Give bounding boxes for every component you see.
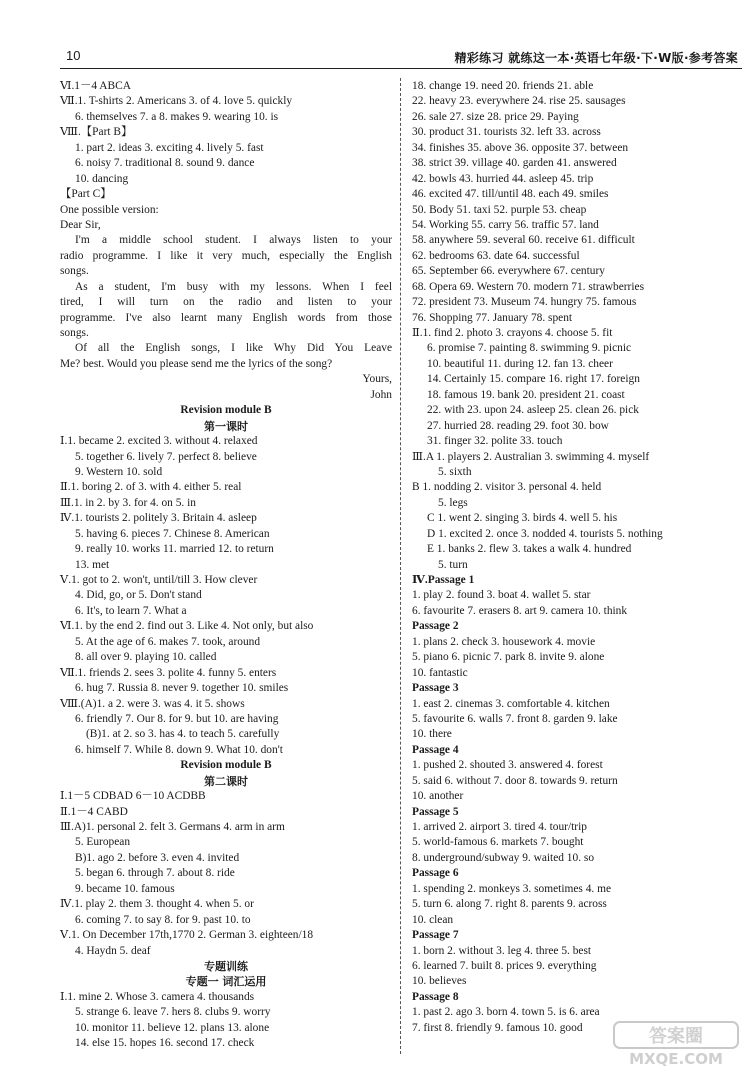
right-answer-line: E 1. banks 2. flew 3. takes a walk 4. hundred — [427, 543, 632, 556]
left-answer-line: Ⅰ.1. became 2. excited 3. without 4. relaxed — [60, 435, 258, 448]
left-answer-line: As a student, I'm busy with my lessons. When I feel — [75, 280, 392, 293]
left-answer-line: Dear Sir, — [60, 218, 101, 231]
left-answer-line: 第一课时 — [204, 419, 248, 433]
left-answer-line: Me? best. Would you please send me the lyrics of the song? — [60, 357, 333, 370]
right-answer-line: 5. favourite 6. walls 7. front 8. garden 9. lake — [412, 712, 618, 725]
left-answer-line: 10. dancing — [75, 172, 129, 185]
right-answer-line: Ⅱ.1. find 2. photo 3. crayons 4. choose 5. fit — [412, 327, 613, 339]
right-answer-line: B 1. nodding 2. visitor 3. personal 4. held — [412, 481, 602, 494]
right-answer-line: 10. another — [412, 790, 464, 803]
right-answer-line: 8. underground/subway 9. waited 10. so — [412, 851, 595, 864]
right-answer-line: 1. arrived 2. airport 3. tired 4. tour/trip — [412, 821, 587, 833]
page-number: 10 — [66, 48, 81, 63]
right-answer-line: 1. past 2. ago 3. born 4. town 5. is 6. area — [412, 1006, 600, 1019]
left-answer-line: Ⅱ.1－4 CABD — [60, 805, 128, 818]
right-answer-line: 34. finishes 35. above 36. opposite 37. between — [412, 141, 629, 154]
right-answer-line: Passage 8 — [412, 990, 459, 1003]
header-title: 精彩练习 就练这一本·英语七年级·下·W版·参考答案 — [454, 51, 738, 65]
left-answer-line: 9. really 10. works 11. married 12. to return — [75, 543, 274, 556]
left-answer-line: Ⅳ.1. tourists 2. politely 3. Britain 4. asleep — [60, 512, 257, 525]
left-answer-line: 6. noisy 7. traditional 8. sound 9. dance — [75, 157, 255, 170]
right-answer-line: 1. plans 2. check 3. housework 4. movie — [412, 635, 596, 648]
left-answer-line: (B)1. at 2. so 3. has 4. to teach 5. carefully — [86, 728, 280, 741]
right-answer-line: 1. spending 2. monkeys 3. sometimes 4. me — [412, 882, 612, 895]
left-answer-line: programme. I've also learnt many English words from those — [60, 311, 392, 324]
left-answer-line: Ⅳ.1. play 2. them 3. thought 4. when 5. or — [60, 898, 254, 911]
right-answer-line: 5. world-famous 6. markets 7. bought — [412, 836, 584, 849]
left-answer-line: 6. themselves 7. a 8. makes 9. wearing 10. is — [75, 110, 279, 123]
left-answer-line: Revision module B — [180, 759, 272, 772]
right-answer-line: 5. piano 6. picnic 7. park 8. invite 9. alone — [412, 651, 605, 664]
left-answer-line: Ⅰ.1. mine 2. Whose 3. camera 4. thousands — [60, 990, 255, 1003]
left-answer-line: I'm a middle school student. I always listen to your — [75, 234, 392, 247]
left-answer-line: Ⅷ.【Part B】 — [60, 126, 133, 139]
right-answer-line: 54. Working 55. carry 56. traffic 57. land — [412, 218, 599, 231]
left-answer-line: B)1. ago 2. before 3. even 4. invited — [75, 851, 240, 864]
left-answer-line: Yours, — [362, 373, 392, 386]
right-answer-line: Ⅲ.A 1. players 2. Australian 3. swimming 4. myself — [412, 450, 650, 463]
left-answer-line: 6. friendly 7. Our 8. for 9. but 10. are having — [75, 712, 279, 725]
right-answer-line: 1. pushed 2. shouted 3. answered 4. forest — [412, 759, 603, 772]
left-answer-line: 5. having 6. pieces 7. Chinese 8. American — [75, 527, 270, 540]
answer-column-left — [60, 79, 392, 1052]
left-answer-line: Ⅴ.1. On December 17th,1770 2. German 3. eighteen/18 — [60, 929, 314, 942]
left-answer-line: 5. together 6. lively 7. perfect 8. believe — [75, 450, 257, 463]
right-answer-line: 5. sixth — [438, 465, 472, 478]
left-answer-line: 8. all over 9. playing 10. called — [75, 651, 217, 664]
watermark-bottom-text: MXQE.COM — [629, 1050, 723, 1068]
right-answer-line: 10. beautiful 11. during 12. fan 13. cheer — [427, 357, 613, 370]
left-answer-line: Ⅶ.1. T-shirts 2. Americans 3. of 4. love 5. quickly — [60, 95, 293, 108]
right-answer-line: 1. east 2. cinemas 3. comfortable 4. kitchen — [412, 697, 610, 710]
right-answer-line: 30. product 31. tourists 32. left 33. across — [412, 126, 601, 139]
left-answer-line: 【Part C】 — [60, 188, 112, 201]
right-answer-line: 5. turn 6. along 7. right 8. parents 9. across — [412, 898, 607, 911]
right-answer-line: C 1. went 2. singing 3. birds 4. well 5. his — [427, 512, 618, 525]
left-answer-line: 专题训练 — [204, 959, 248, 973]
left-answer-line: 5. European — [75, 836, 131, 849]
left-answer-line: 第二课时 — [204, 774, 248, 788]
right-answer-line: 7. first 8. friendly 9. famous 10. good — [412, 1021, 583, 1034]
right-answer-line: 6. favourite 7. erasers 8. art 9. camera 10. think — [412, 604, 628, 617]
watermark-icon — [612, 1020, 740, 1068]
right-answer-line: Passage 2 — [412, 620, 459, 633]
left-answer-line: 5. began 6. through 7. about 8. ride — [75, 867, 235, 880]
right-answer-line: Passage 3 — [412, 682, 459, 695]
right-answer-line: Passage 7 — [412, 929, 459, 942]
right-answer-line: 26. sale 27. size 28. price 29. Paying — [412, 110, 579, 123]
right-answer-line: 10. believes — [412, 975, 467, 988]
left-answer-line: John — [370, 388, 392, 401]
left-answer-line: Ⅵ.1－4 ABCA — [60, 80, 131, 92]
right-answer-line: 68. Opera 69. Western 70. modern 71. strawberries — [412, 280, 644, 293]
right-answer-line: 72. president 73. Museum 74. hungry 75. famous — [412, 296, 637, 309]
right-answer-line: 18. famous 19. bank 20. president 21. coast — [427, 388, 625, 401]
left-answer-line: 1. part 2. ideas 3. exciting 4. lively 5. fast — [75, 141, 264, 154]
left-answer-line: 5. strange 6. leave 7. hers 8. clubs 9. worry — [75, 1006, 271, 1019]
right-answer-line: 22. with 23. upon 24. asleep 25. clean 26. pick — [427, 404, 639, 417]
left-answer-line: 6. himself 7. While 8. down 9. What 10. don't — [75, 743, 283, 756]
left-answer-line: songs. — [60, 265, 89, 278]
left-answer-line: 5. At the age of 6. makes 7. took, around — [75, 635, 261, 648]
right-answer-line: 50. Body 51. taxi 52. purple 53. cheap — [412, 203, 587, 216]
answer-column-right — [412, 79, 742, 1036]
left-answer-line: radio programme. I like it very much, especially the English — [60, 249, 392, 262]
right-answer-line: 38. strict 39. village 40. garden 41. answered — [412, 157, 617, 170]
left-answer-line: 6. hug 7. Russia 8. never 9. together 10. smiles — [75, 682, 289, 695]
right-answer-line: 76. Shopping 77. January 78. spent — [412, 311, 573, 324]
left-answer-line: songs. — [60, 327, 89, 339]
right-answer-line: 5. said 6. without 7. door 8. towards 9. return — [412, 774, 618, 787]
left-answer-line: Ⅲ.1. in 2. by 3. for 4. on 5. in — [60, 496, 196, 509]
right-answer-line: 65. September 66. everywhere 67. century — [412, 265, 605, 278]
watermark-logo — [612, 1020, 740, 1068]
left-answer-line: 4. Haydn 5. deaf — [75, 944, 151, 957]
left-answer-line: Ⅵ.1. by the end 2. find out 3. Like 4. Not only, but also — [60, 620, 314, 633]
right-answer-line: 14. Certainly 15. compare 16. right 17. foreign — [427, 373, 640, 386]
right-answer-line: Ⅳ.Passage 1 — [412, 574, 475, 586]
left-answer-line: Revision module B — [180, 404, 272, 417]
left-answer-line: 10. monitor 11. believe 12. plans 13. alone — [75, 1021, 270, 1034]
right-answer-line: 10. fantastic — [412, 666, 468, 679]
right-answer-line: 42. bowls 43. hurried 44. asleep 45. trip — [412, 172, 594, 185]
right-answer-line: 5. turn — [438, 558, 468, 571]
left-answer-line: 14. else 15. hopes 16. second 17. check — [75, 1037, 255, 1050]
right-answer-line: 5. legs — [438, 496, 468, 509]
right-answer-line: 10. clean — [412, 913, 454, 926]
right-answer-line: 22. heavy 23. everywhere 24. rise 25. sausages — [412, 95, 626, 108]
right-answer-line: 27. hurried 28. reading 29. foot 30. bow — [427, 419, 609, 432]
right-answer-line: 1. born 2. without 3. leg 4. three 5. best — [412, 944, 592, 957]
left-answer-line: 9. Western 10. sold — [75, 465, 163, 478]
right-answer-line: 6. learned 7. built 8. prices 9. everything — [412, 959, 597, 972]
right-answer-line: Passage 4 — [412, 743, 459, 756]
left-answer-line: Of all the English songs, I like Why Did You Leave — [75, 342, 392, 355]
right-answer-line: Passage 5 — [412, 805, 459, 818]
left-answer-line: 6. coming 7. to say 8. for 9. past 10. to — [75, 913, 251, 926]
right-answer-line: 1. play 2. found 3. boat 4. wallet 5. star — [412, 589, 591, 602]
left-answer-line: One possible version: — [60, 203, 159, 216]
right-answer-line: 62. bedrooms 63. date 64. successful — [412, 249, 580, 262]
left-answer-line: Ⅶ.1. friends 2. sees 3. polite 4. funny 5. enters — [60, 666, 277, 679]
right-answer-line: 6. promise 7. painting 8. swimming 9. picnic — [427, 342, 632, 355]
right-answer-line: D 1. excited 2. once 3. nodded 4. tourists 5. nothing — [427, 527, 663, 540]
left-answer-line: Ⅱ.1. boring 2. of 3. with 4. either 5. real — [60, 481, 242, 494]
right-answer-line: 46. excited 47. till/until 48. each 49. smiles — [412, 188, 609, 201]
left-answer-line: Ⅴ.1. got to 2. won't, until/till 3. How clever — [60, 574, 258, 586]
left-answer-line: 4. Did, go, or 5. Don't stand — [75, 589, 202, 602]
right-answer-line: 10. there — [412, 728, 452, 741]
right-answer-line: Passage 6 — [412, 867, 459, 880]
left-answer-line: 13. met — [75, 558, 110, 571]
left-answer-line: 9. became 10. famous — [75, 882, 175, 895]
right-answer-line: 31. finger 32. polite 33. touch — [427, 435, 563, 448]
left-answer-line: tired, I will turn on the radio and listen to your — [60, 296, 392, 309]
column-divider — [400, 78, 401, 1054]
left-answer-line: 专题一 词汇运用 — [185, 975, 267, 989]
left-answer-line: 6. It's, to learn 7. What a — [75, 604, 187, 617]
right-answer-line: 18. change 19. need 20. friends 21. able — [412, 80, 594, 92]
watermark-top-text: 答案圈 — [649, 1026, 703, 1047]
left-answer-line: Ⅷ.(A)1. a 2. were 3. was 4. it 5. shows — [60, 697, 245, 710]
right-answer-line: 58. anywhere 59. several 60. receive 61. difficult — [412, 234, 635, 247]
page-header — [60, 48, 742, 69]
left-answer-line: Ⅲ.A)1. personal 2. felt 3. Germans 4. arm in arm — [60, 821, 285, 833]
left-answer-line: Ⅰ.1－5 CDBAD 6－10 ACDBB — [60, 790, 206, 803]
